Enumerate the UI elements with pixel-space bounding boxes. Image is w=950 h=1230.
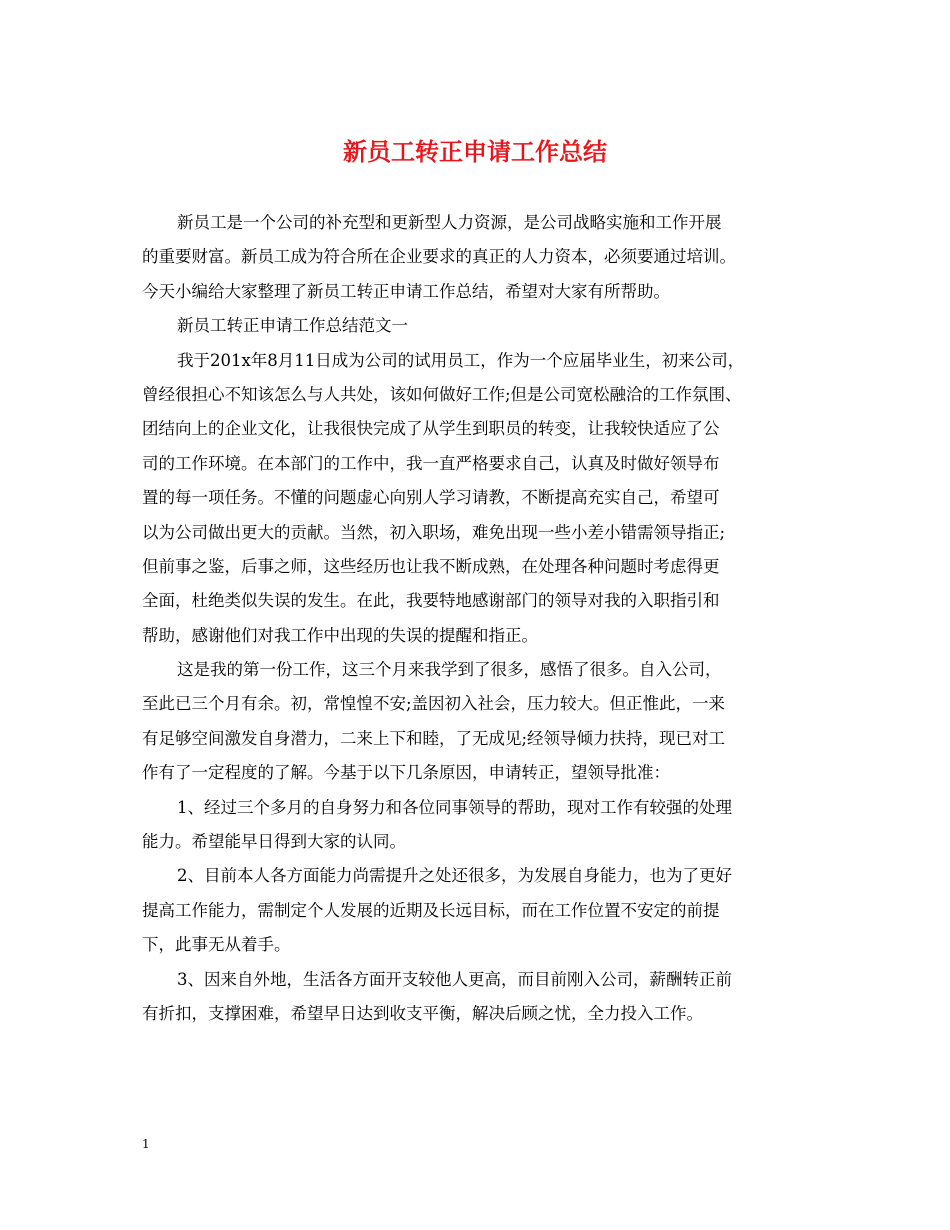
body-line: 至此已三个月有余。初，常惶惶不安;盖因初入社会，压力较大。但正惟此，一来 bbox=[142, 694, 726, 714]
body-line: 的重要财富。新员工成为符合所在企业要求的真正的人力资本，必须要通过培训。 bbox=[142, 247, 736, 267]
list-item: 3、因来自外地，生活各方面开支较他人更高，而目前刚入公司，薪酬转正前 bbox=[177, 969, 732, 989]
body-line: 以为公司做出更大的贡献。当然，初入职场，难免出现一些小差小错需领导指正; bbox=[142, 522, 726, 542]
section-heading: 新员工转正申请工作总结范文一 bbox=[177, 316, 408, 336]
list-item: 1、经过三个多月的自身努力和各位同事领导的帮助，现对工作有较强的处理 bbox=[177, 797, 732, 817]
document-title: 新员工转正申请工作总结 bbox=[343, 138, 607, 166]
body-line: 置的每一项任务。不懂的问题虚心向别人学习请教，不断提高充实自己，希望可 bbox=[142, 488, 720, 508]
body-line: 曾经很担心不知该怎么与人共处，该如何做好工作;但是公司宽松融洽的工作氛围、 bbox=[142, 384, 742, 404]
list-item-continuation: 有折扣，支撑困难，希望早日达到收支平衡，解决后顾之忧，全力投入工作。 bbox=[142, 1003, 703, 1023]
list-item: 2、目前本人各方面能力尚需提升之处还很多，为发展自身能力，也为了更好 bbox=[177, 866, 732, 886]
body-line: 司的工作环境。在本部门的工作中，我一直严格要求自己，认真及时做好领导布 bbox=[142, 453, 720, 473]
body-line: 团结向上的企业文化，让我很快完成了从学生到职员的转变，让我较快适应了公 bbox=[142, 419, 720, 439]
body-line: 但前事之鉴，后事之师，这些经历也让我不断成熟，在处理各种问题时考虑得更 bbox=[142, 556, 720, 576]
list-item-continuation: 能力。希望能早日得到大家的认同。 bbox=[142, 832, 406, 852]
list-item-continuation: 提高工作能力，需制定个人发展的近期及长远目标，而在工作位置不安定的前提 bbox=[142, 900, 720, 920]
body-line: 帮助，感谢他们对我工作中出现的失误的提醒和指正。 bbox=[142, 625, 538, 645]
body-line: 我于201x年8月11日成为公司的试用员工，作为一个应届毕业生，初来公司， bbox=[177, 350, 745, 370]
body-line: 作有了一定程度的了解。今基于以下几条原因，申请转正，望领导批准： bbox=[142, 763, 670, 783]
body-line: 有足够空间激发自身潜力，二来上下和睦，了无成见;经领导倾力扶持，现已对工 bbox=[142, 728, 726, 748]
body-line: 今天小编给大家整理了新员工转正申请工作总结，希望对大家有所帮助。 bbox=[142, 281, 670, 301]
list-item-continuation: 下，此事无从着手。 bbox=[142, 935, 291, 955]
body-line: 新员工是一个公司的补充型和更新型人力资源，是公司战略实施和工作开展 bbox=[177, 213, 722, 232]
body-line: 这是我的第一份工作，这三个月来我学到了很多，感悟了很多。自入公司， bbox=[177, 660, 722, 680]
page-number: 1 bbox=[142, 1137, 150, 1151]
document-body bbox=[142, 206, 822, 1031]
body-line: 全面，杜绝类似失误的发生。在此，我要特地感谢部门的领导对我的入职指引和 bbox=[142, 591, 720, 611]
